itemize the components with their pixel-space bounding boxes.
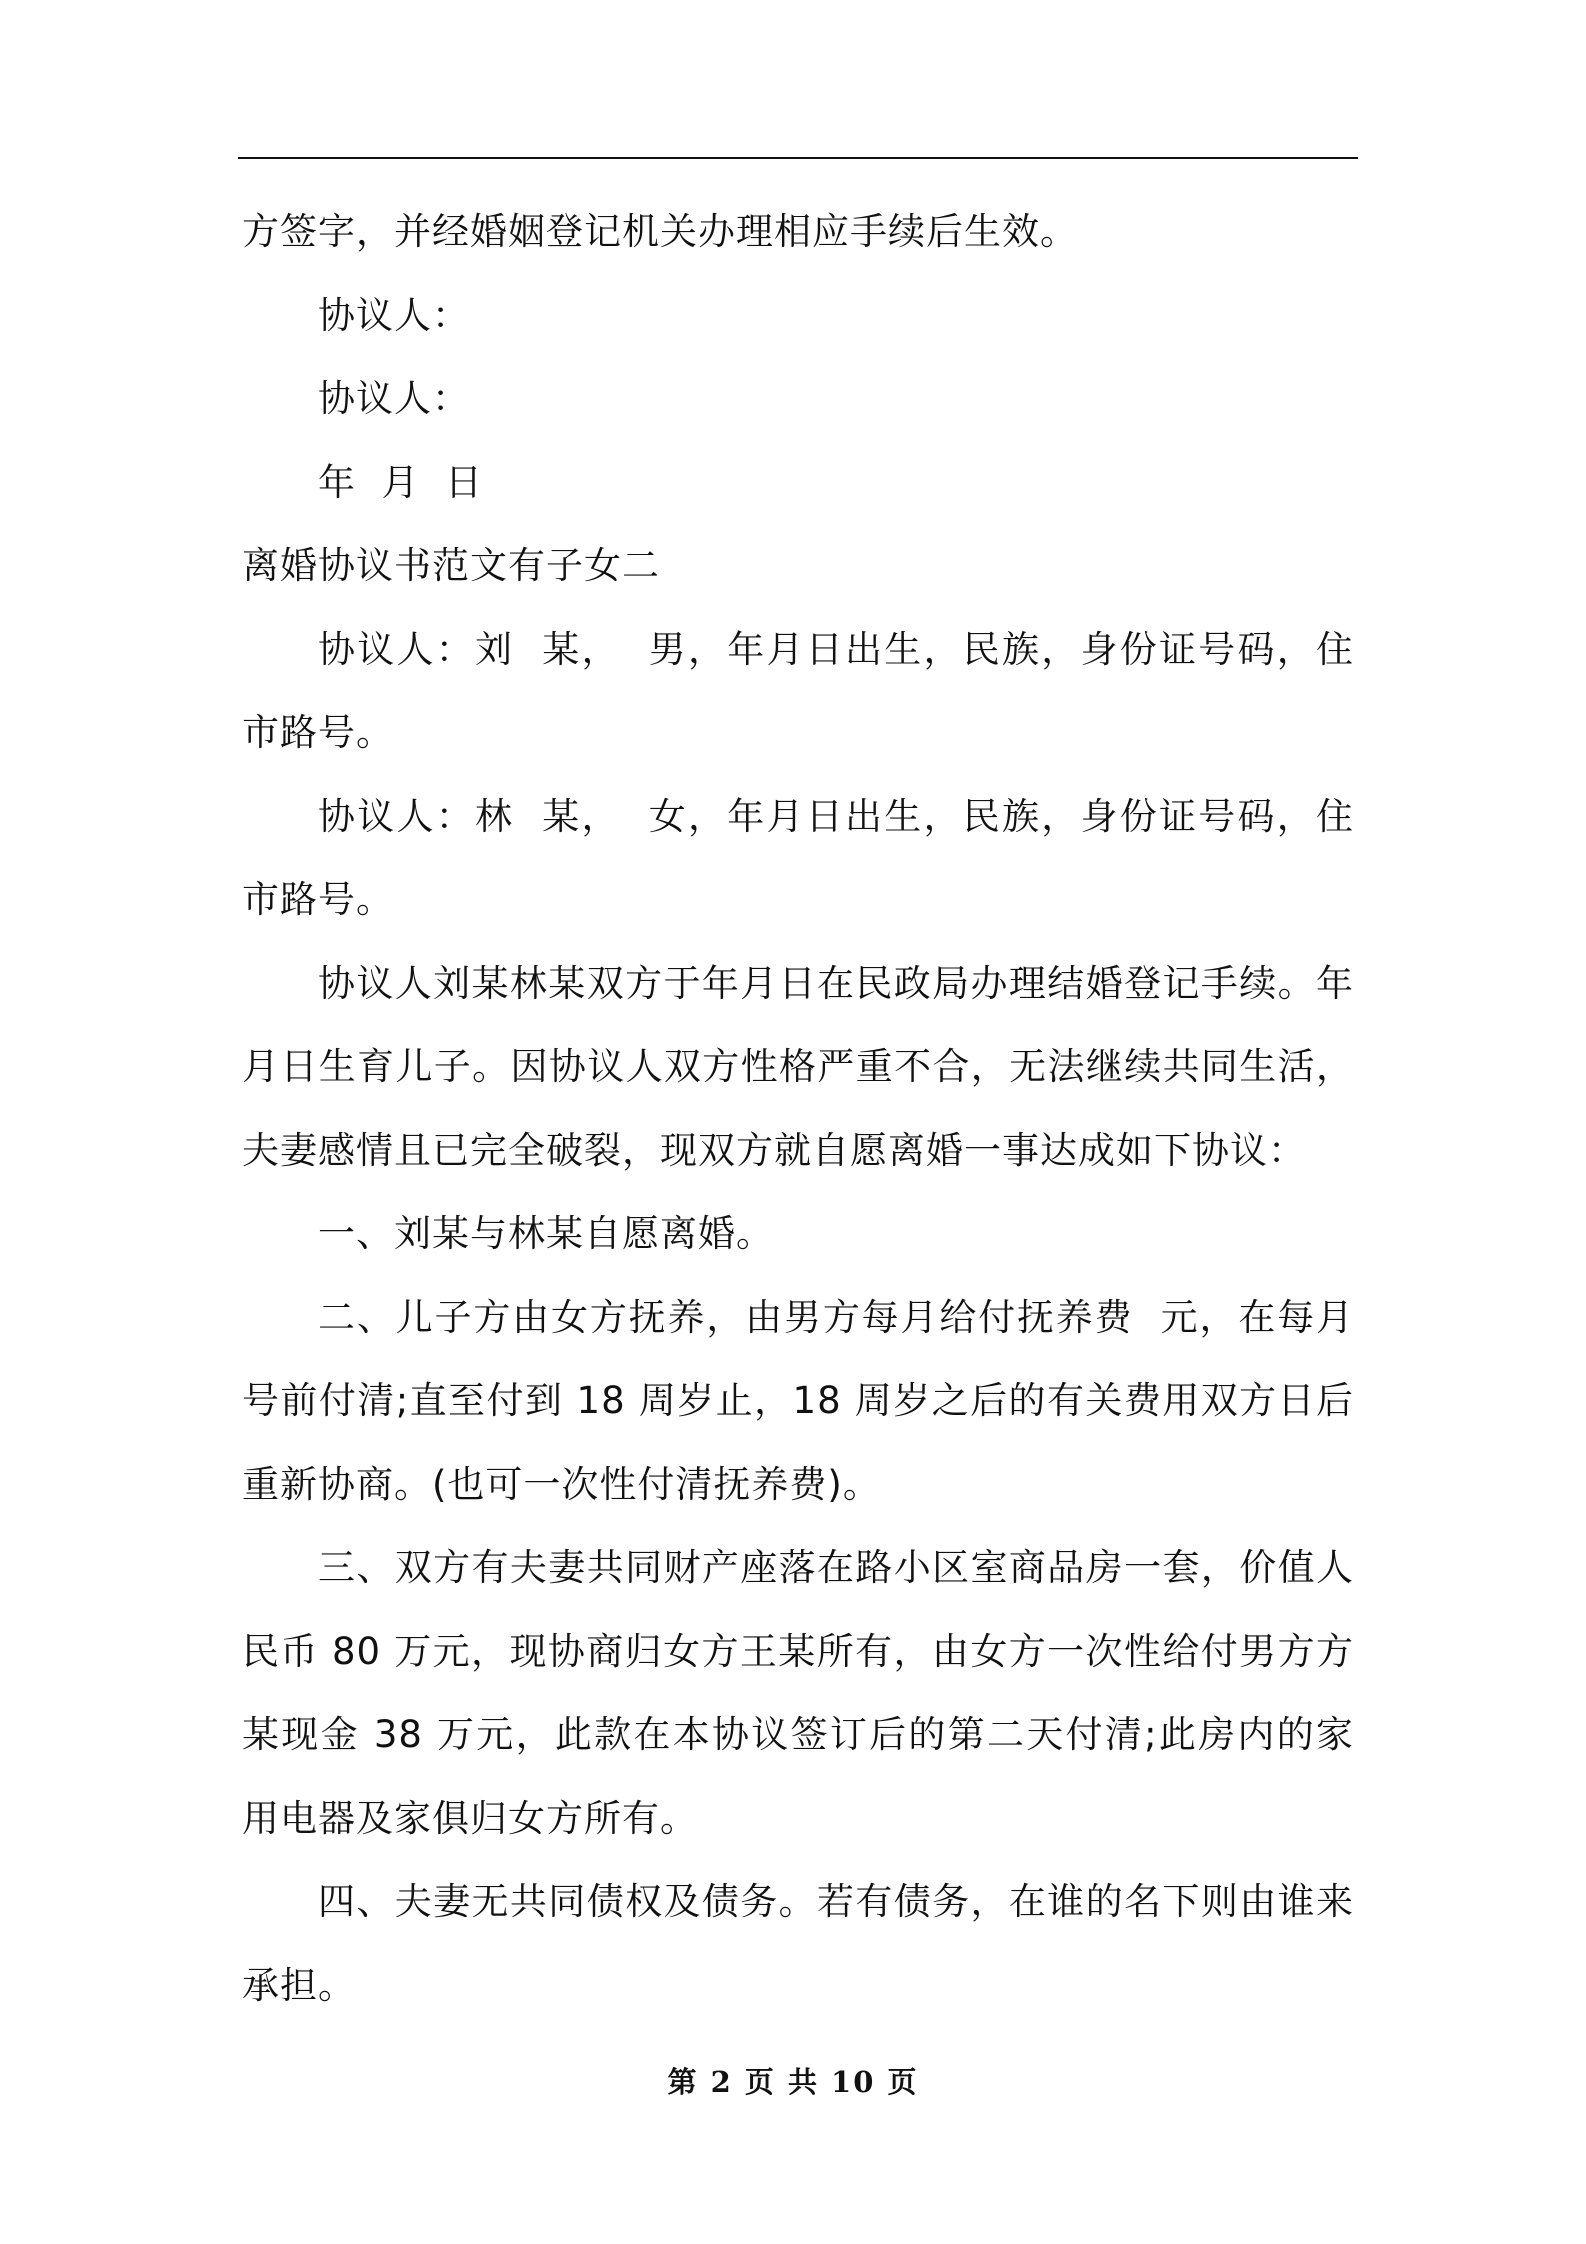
paragraph-6: 协议人：刘 某， 男，年月日出生，民族，身份证号码，住市路号。 (242, 627, 1354, 754)
header-rule (238, 157, 1358, 159)
paragraph-12: 四、夫妻无共同债权及债务。若有债务，在谁的名下则由谁来承担。 (242, 1880, 1354, 2007)
paragraph-5: 离婚协议书范文有子女二 (242, 544, 660, 587)
document-body (242, 190, 1380, 2027)
paragraph-11: 三、双方有夫妻共同财产座落在路小区室商品房一套，价值人民币 80 万元，现协商归女方王某所有，由女方一次性给付男方方某现金 38 万元，此款在本协议签订后的第二天付清;此房内的家用电器及家俱归女方所有。 (242, 1546, 1354, 1840)
paragraph-1: 方签字，并经婚姻登记机关办理相应手续后生效。 (242, 210, 1078, 253)
paragraph-8: 协议人刘某林某双方于年月日在民政局办理结婚登记手续。年月日生育儿子。因协议人双方性格严重不合，无法继续共同生活，夫妻感情且已完全破裂，现双方就自愿离婚一事达成如下协议： (242, 961, 1354, 1172)
paragraph-10: 二、儿子方由女方抚养，由男方每月给付抚养费 元，在每月 号前付清;直至付到 18 周岁止，18 周岁之后的有关费用双方日后重新协商。(也可一次性付清抚养费)。 (242, 1295, 1380, 1506)
paragraph-9: 一、刘某与林某自愿离婚。 (318, 1212, 774, 1255)
page-footer: 第 2 页 共 10 页 (667, 2065, 919, 2099)
paragraph-2: 协议人： (318, 293, 470, 337)
paragraph-4: 年 月 日 (318, 460, 484, 504)
paragraph-3: 协议人： (318, 377, 470, 420)
paragraph-7: 协议人：林 某， 女，年月日出生，民族，身份证号码，住市路号。 (242, 794, 1354, 921)
